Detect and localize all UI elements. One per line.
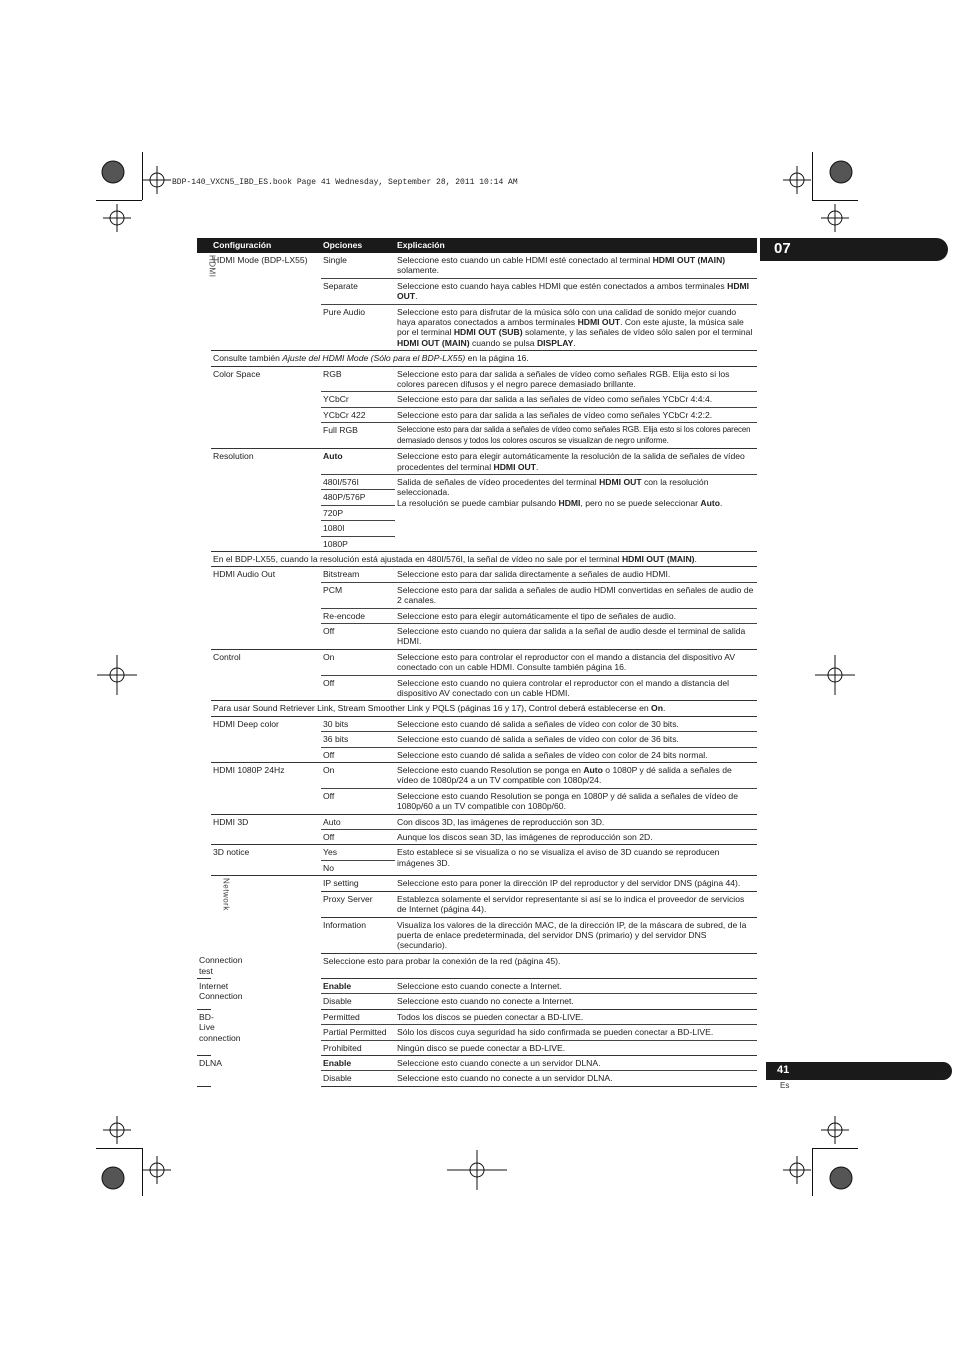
explanation: Seleccione esto cuando conecte a Internet.: [395, 979, 757, 994]
explanation: Seleccione esto cuando Resolution se ponga en 1080P y dé salida a señales de vídeo de 1080p/60 a un TV compatible con 1080p/60.: [395, 788, 757, 814]
explanation: Seleccione esto para disfrutar de la música sólo con una calidad de sonido mejor cuando haya aparatos conectados a ambos terminales HDMI OUT. Con este ajuste, la música sale por el terminal HDMI OUT (SUB) solamente, y las señales de vídeo sólo salen por el terminal HDMI OUT (MAIN) cuando se pulsa DISPLAY.: [395, 304, 757, 351]
explanation: Aunque los discos sean 3D, las imágenes de reproducción son 2D.: [395, 830, 757, 845]
explanation: Ningún disco se puede conectar a BD-LIVE.: [395, 1040, 757, 1055]
explanation: Seleccione esto cuando Resolution se ponga en Auto o 1080P y dé salida a señales de vídeo de 1080p/24 a un TV compatible con 1080p/24.: [395, 763, 757, 789]
option: 36 bits: [321, 732, 395, 747]
registration-star-icon: [830, 161, 852, 183]
header-empty: [197, 238, 211, 253]
option: On: [321, 763, 395, 789]
option: Off: [321, 788, 395, 814]
explanation: Seleccione esto cuando conecte a un servidor DLNA.: [395, 1056, 757, 1071]
crosshair-icon: [103, 204, 131, 232]
option: On: [321, 649, 395, 675]
table-row: [197, 763, 757, 789]
setting-name: Connection test: [197, 953, 211, 978]
option: Separate: [321, 278, 395, 304]
option: Single: [321, 253, 395, 278]
option: 1080I: [321, 521, 395, 536]
explanation: Todos los discos se pueden conectar a BD-LIVE.: [395, 1009, 757, 1024]
option: 720P: [321, 505, 395, 520]
explanation: Seleccione esto cuando no quiera controlar el reproductor con el mando a distancia del dispositivo AV conectado con un cable HDMI.: [395, 675, 757, 701]
setting-name: HDMI 1080P 24Hz: [211, 763, 321, 815]
option: RGB: [321, 366, 395, 392]
option: Permitted: [321, 1009, 395, 1024]
crosshair-icon: [97, 655, 137, 695]
option: 480I/576I: [321, 474, 395, 489]
option: YCbCr 422: [321, 407, 395, 422]
setting-name: DLNA: [197, 1056, 211, 1087]
option: Off: [321, 623, 395, 649]
table-row: [197, 449, 757, 475]
setting-name: IP setting: [321, 876, 395, 891]
setting-name: Control: [211, 649, 321, 701]
explanation: Visualiza los valores de la dirección MAC, de la dirección IP, de la máscara de subred, de la puerta de enlace predeterminada, del servidor DNS (primario) y del servidor DNS (secundario).: [395, 917, 757, 953]
option: Prohibited: [321, 1040, 395, 1055]
explanation: Seleccione esto cuando dé salida a señales de vídeo con color de 30 bits.: [395, 716, 757, 731]
registration-star-icon: [830, 1167, 852, 1189]
explanation: Seleccione esto cuando no conecte a un servidor DLNA.: [395, 1071, 757, 1086]
option: 480P/576P: [321, 490, 395, 505]
setting-name: HDMI Audio Out: [211, 567, 321, 649]
explanation: Seleccione esto cuando haya cables HDMI que estén conectados a ambos terminales HDMI OUT.: [395, 278, 757, 304]
table-note-row: [197, 351, 757, 366]
header-setting: Configuración: [211, 238, 321, 253]
explanation: Seleccione esto cuando un cable HDMI esté conectado al terminal HDMI OUT (MAIN) solamente.: [395, 253, 757, 278]
explanation: Seleccione esto para elegir automáticamente la resolución de la salida de señales de vídeo procedentes del terminal HDMI OUT.: [395, 449, 757, 475]
crosshair-icon: [783, 166, 811, 194]
table-note-row: [197, 701, 757, 716]
section-label-network: Network: [221, 878, 231, 912]
option: YCbCr: [321, 392, 395, 407]
option: Disable: [321, 1071, 395, 1086]
note-hdmi-mode: Consulte también Ajuste del HDMI Mode (Sólo para el BDP-LX55) en la página 16.: [211, 351, 757, 366]
note-lx55: En el BDP-LX55, cuando la resolución está ajustada en 480I/576I, la señal de vídeo no sale por el terminal HDMI OUT (MAIN).: [211, 551, 757, 566]
setting-name: BD-Live connection: [197, 1009, 211, 1055]
setting-name: HDMI Mode (BDP-LX55): [211, 253, 321, 351]
table-row: [197, 253, 757, 278]
crosshair-icon: [447, 1150, 507, 1190]
setting-name: 3D notice: [211, 845, 321, 876]
chapter-number: 07: [774, 240, 791, 257]
crosshair-icon: [783, 1156, 811, 1184]
table-row: [197, 567, 757, 582]
table-row: [197, 716, 757, 731]
explanation: Seleccione esto para dar salida a señales de vídeo como señales RGB. Elija esto si los colores parecen demasiado densos y todos los colores oscuros se visualizan de negro uniforme.: [395, 423, 757, 449]
explanation: Con discos 3D, las imágenes de reproducción son 3D.: [395, 814, 757, 829]
option: Disable: [321, 994, 395, 1009]
section-network: [211, 876, 321, 1087]
option: Pure Audio: [321, 304, 395, 351]
option: Off: [321, 830, 395, 845]
option: No: [321, 860, 395, 875]
setting-name: Internet Connection: [197, 979, 211, 1010]
setting-name: HDMI Deep color: [211, 716, 321, 762]
settings-table: [197, 238, 757, 1087]
explanation: Seleccione esto cuando no conecte a Internet.: [395, 994, 757, 1009]
explanation: Seleccione esto para poner la dirección IP del reproductor y del servidor DNS (página 44).: [395, 876, 757, 891]
explanation: Sólo los discos cuya seguridad ha sido confirmada se pueden conectar a BD-LIVE.: [395, 1025, 757, 1040]
crosshair-icon: [143, 1156, 171, 1184]
option: PCM: [321, 582, 395, 608]
option: 30 bits: [321, 716, 395, 731]
option: Partial Permitted: [321, 1025, 395, 1040]
explanation: Seleccione esto para dar salida a las señales de vídeo como señales YCbCr 4:2:2.: [395, 407, 757, 422]
explanation: Establezca solamente el servidor representante si así se lo indica el proveedor de servicios de Internet (página 44).: [395, 891, 757, 917]
setting-name: Proxy Server: [321, 891, 395, 917]
setting-name: Color Space: [211, 366, 321, 448]
explanation: Seleccione esto para dar salida a las señales de vídeo como señales YCbCr 4:4:4.: [395, 392, 757, 407]
option: Bitstream: [321, 567, 395, 582]
option: Off: [321, 747, 395, 762]
setting-name: Resolution: [211, 449, 321, 552]
explanation: Esto establece si se visualiza o no se visualiza el aviso de 3D cuando se reproducen imágenes 3D.: [395, 845, 757, 876]
explanation: Seleccione esto para elegir automáticamente el tipo de señales de audio.: [395, 608, 757, 623]
explanation: Seleccione esto cuando dé salida a señales de vídeo con color de 24 bits normal.: [395, 747, 757, 762]
explanation: Seleccione esto cuando dé salida a señales de vídeo con color de 36 bits.: [395, 732, 757, 747]
explanation: Seleccione esto para dar salida a señales de vídeo como señales RGB. Elija esto si los colores parecen difusos y el negro parece demasiado brillante.: [395, 366, 757, 392]
explanation: Seleccione esto para dar salida a señales de audio HDMI convertidas en señales de audio de 2 canales.: [395, 582, 757, 608]
section-label-hdmi: HDMI: [207, 255, 217, 278]
option: Enable: [321, 1056, 395, 1071]
option: Enable: [321, 979, 395, 994]
table-row: [197, 876, 757, 891]
crosshair-icon: [821, 204, 849, 232]
option: 1080P: [321, 536, 395, 551]
page-number-tab: [766, 1062, 952, 1080]
section-hdmi: [197, 253, 217, 953]
registration-star-icon: [102, 1167, 124, 1189]
note-sound-retriever: Para usar Sound Retriever Link, Stream Smoother Link y PQLS (páginas 16 y 17), Control deberá establecerse en On.: [211, 701, 757, 716]
crosshair-icon: [821, 1116, 849, 1144]
table-row: [197, 845, 757, 860]
option: Re-encode: [321, 608, 395, 623]
explanation: Seleccione esto para probar la conexión de la red (página 45).: [321, 953, 757, 978]
table-header-row: [197, 238, 757, 253]
crosshair-icon: [815, 655, 855, 695]
language-code: Es: [780, 1081, 790, 1090]
explanation: Seleccione esto para dar salida directamente a señales de audio HDMI.: [395, 567, 757, 582]
explanation: Seleccione esto cuando no quiera dar salida a la señal de audio desde el terminal de salida HDMI.: [395, 623, 757, 649]
table-note-row: [197, 551, 757, 566]
option: Yes: [321, 845, 395, 860]
header-options: Opciones: [321, 238, 395, 253]
explanation: Salida de señales de vídeo procedentes del terminal HDMI OUT con la resolución seleccionada. La resolución se puede cambiar pulsando HDMI, pero no se puede seleccionar Auto.: [395, 474, 757, 551]
setting-name: HDMI 3D: [211, 814, 321, 845]
setting-name: Information: [321, 917, 395, 953]
registration-star-icon: [102, 161, 124, 183]
page-number: 41: [777, 1064, 790, 1076]
option: Off: [321, 675, 395, 701]
option: Auto: [321, 449, 395, 475]
table-row: [197, 649, 757, 675]
crosshair-icon: [103, 1116, 131, 1144]
explanation: Seleccione esto para controlar el reproductor con el mando a distancia del dispositivo AV conectado con un cable HDMI. Consulte también página 16.: [395, 649, 757, 675]
option: Auto: [321, 814, 395, 829]
option: Full RGB: [321, 423, 395, 449]
table-row: [197, 366, 757, 392]
print-header: BDP-140_VXCN5_IBD_ES.book Page 41 Wednesday, September 28, 2011 10:14 AM: [172, 178, 518, 187]
crosshair-icon: [143, 166, 171, 194]
table-row: [197, 814, 757, 829]
header-explanation: Explicación: [395, 238, 757, 253]
